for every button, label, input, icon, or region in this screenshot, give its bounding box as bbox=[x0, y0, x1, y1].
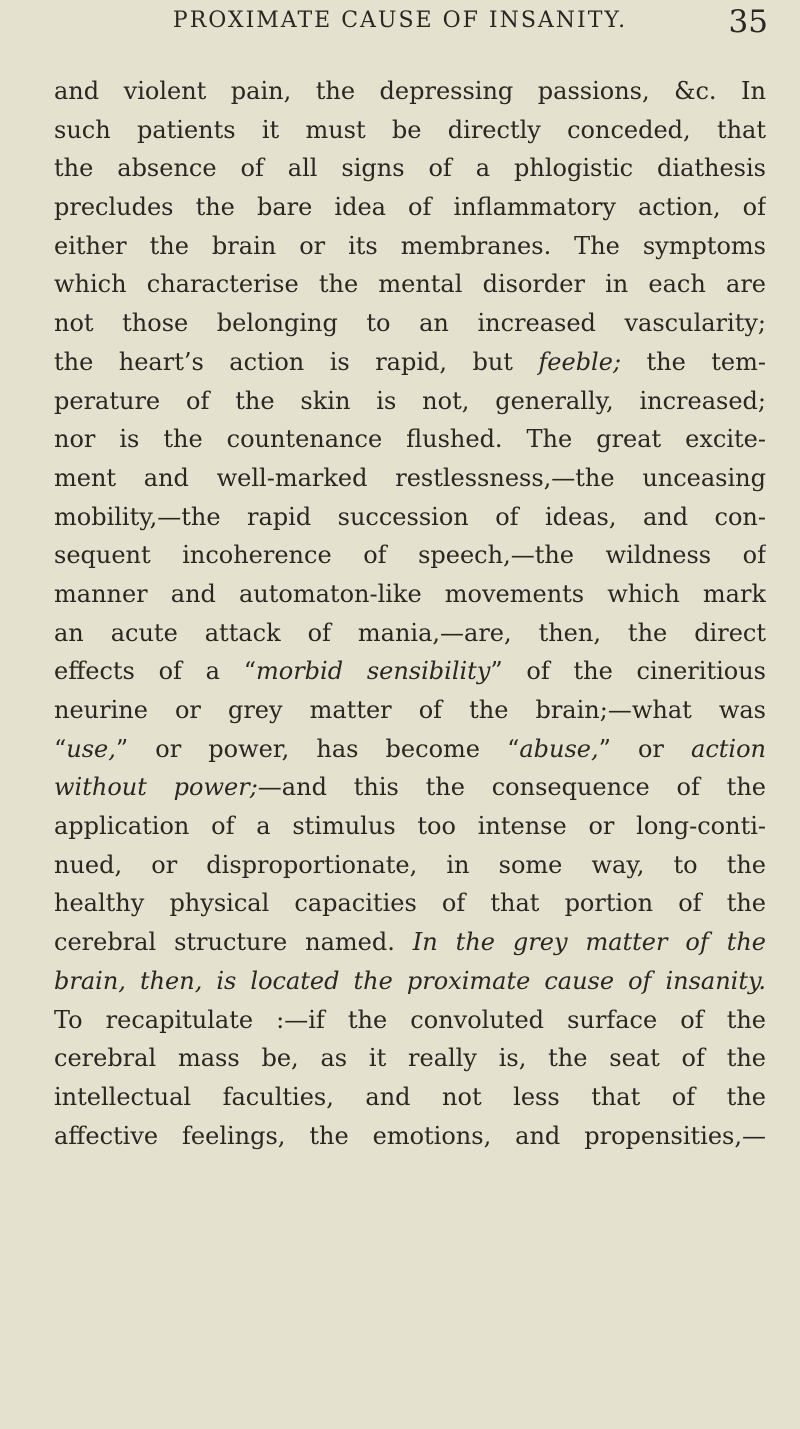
text-line bbox=[54, 343, 766, 382]
text-segment: neurine or grey matter of the brain;—what was bbox=[54, 696, 766, 724]
text-segment: cerebral structure named. bbox=[54, 928, 413, 957]
text-line bbox=[54, 304, 766, 343]
italic-text: feeble; bbox=[538, 347, 622, 376]
text-line bbox=[54, 652, 766, 691]
text-line bbox=[54, 1117, 766, 1156]
text-line bbox=[54, 420, 766, 459]
text-segment: ” or bbox=[598, 734, 692, 763]
text-line bbox=[54, 382, 766, 421]
text-segment: —and this the consequence of the bbox=[257, 773, 766, 802]
page-number: 35 bbox=[728, 4, 768, 40]
text-segment: To recapitulate :—if the convoluted surface of the bbox=[54, 1005, 766, 1034]
text-segment: such patients it must be directly conceded, that bbox=[54, 115, 766, 144]
text-line bbox=[54, 536, 766, 575]
italic-text: morbid sensibility bbox=[256, 657, 491, 686]
text-segment: not those belonging to an increased vascularity; bbox=[54, 309, 766, 338]
text-segment: precludes the bare idea of inflammatory action, of bbox=[54, 193, 766, 222]
text-line bbox=[54, 614, 766, 653]
text-line bbox=[54, 111, 766, 150]
text-segment: intellectual faculties, and not less that of the bbox=[54, 1082, 766, 1111]
text-segment: healthy physical capacities of that portion of the bbox=[54, 889, 766, 918]
text-line bbox=[54, 72, 766, 111]
text-line bbox=[54, 1078, 766, 1117]
text-line bbox=[54, 923, 766, 962]
text-line bbox=[54, 1001, 766, 1040]
text-segment: ment and well-marked restlessness,—the unceasing bbox=[54, 463, 766, 492]
text-segment: either the brain or its membranes. The symptoms bbox=[54, 231, 766, 260]
text-segment: an acute attack of mania,—are, then, the direct bbox=[54, 618, 766, 647]
text-line bbox=[54, 498, 766, 537]
text-segment: the absence of all signs of a phlogistic diathesis bbox=[54, 154, 766, 183]
text-segment: effects of a “ bbox=[54, 657, 256, 686]
text-segment: nued, or disproportionate, in some way, to the bbox=[54, 850, 766, 879]
text-segment: ” or power, has become “ bbox=[115, 734, 520, 763]
text-line bbox=[54, 459, 766, 498]
text-line bbox=[54, 188, 766, 227]
running-head bbox=[0, 4, 800, 44]
text-segment: nor is the countenance flushed. The great excite- bbox=[54, 425, 766, 454]
text-segment: mobility,—the rapid succession of ideas, and con- bbox=[54, 502, 766, 531]
text-segment: sequent incoherence of speech,—the wildness of bbox=[54, 541, 766, 570]
text-segment: which characterise the mental disorder in each are bbox=[54, 270, 766, 299]
text-line bbox=[54, 691, 766, 730]
text-segment: cerebral mass be, as it really is, the seat of the bbox=[54, 1044, 766, 1073]
italic-text: In the grey matter of the bbox=[412, 928, 766, 957]
text-line bbox=[54, 730, 766, 769]
text-segment: and violent pain, the depressing passions, &c. In bbox=[54, 77, 766, 105]
text-segment: the heart’s action is rapid, but bbox=[54, 347, 539, 376]
text-segment: “ bbox=[54, 734, 67, 763]
running-title: PROXIMATE CAUSE OF INSANITY. bbox=[172, 8, 628, 33]
text-segment: application of a stimulus too intense or long-conti- bbox=[54, 812, 766, 841]
italic-text: without power; bbox=[54, 773, 258, 802]
text-line bbox=[54, 884, 766, 923]
italic-text: action bbox=[691, 734, 766, 763]
italic-text: abuse, bbox=[519, 734, 599, 763]
body-text bbox=[54, 72, 766, 1155]
text-segment: affective feelings, the emotions, and propensities,— bbox=[54, 1121, 766, 1150]
text-line bbox=[54, 768, 766, 807]
text-line bbox=[54, 807, 766, 846]
text-segment: ” of the cineritious bbox=[490, 657, 766, 686]
italic-text: brain, then, is located the proximate cause of insanity. bbox=[54, 966, 766, 995]
text-line bbox=[54, 265, 766, 304]
text-line bbox=[54, 149, 766, 188]
text-line bbox=[54, 575, 766, 614]
text-line bbox=[54, 227, 766, 266]
text-segment: manner and automaton-like movements which mark bbox=[54, 579, 766, 608]
text-segment: perature of the skin is not, generally, increased; bbox=[54, 386, 766, 415]
text-line bbox=[54, 962, 766, 1001]
text-line bbox=[54, 846, 766, 885]
text-segment: the tem- bbox=[621, 347, 766, 376]
text-line bbox=[54, 1039, 766, 1078]
italic-text: use, bbox=[66, 734, 116, 763]
